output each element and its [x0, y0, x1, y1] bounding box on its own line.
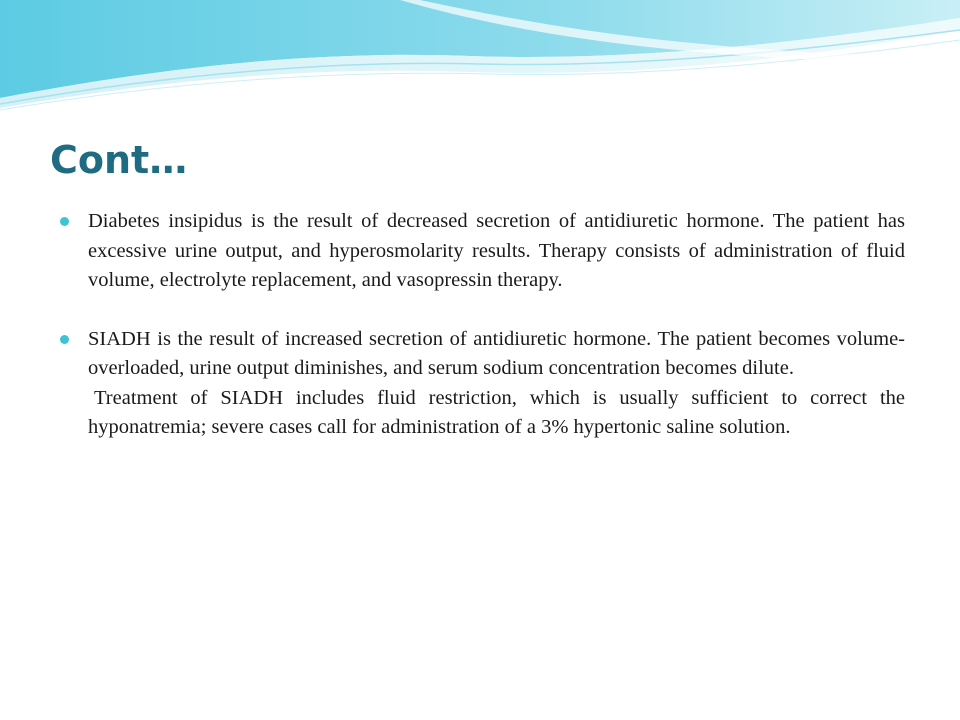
slide-body	[60, 207, 905, 443]
bullet-text: Diabetes insipidus is the result of decreased secretion of antidiuretic hormone. The patient has excessive urine output, and hyperosmolarity results. Therapy consists of administration of fluid volume, electrolyte replacement, and vasopressin therapy.	[88, 210, 905, 291]
header-wave-decoration	[0, 0, 960, 120]
bullet-dot-icon	[60, 217, 69, 226]
bullet-item-siadh	[60, 325, 905, 384]
paragraph-spacer	[60, 296, 905, 325]
slide-title: Cont…	[50, 138, 188, 182]
bullet-dot-icon	[60, 335, 69, 344]
bullet-text: SIADH is the result of increased secretion of antidiuretic hormone. The patient becomes volume-overloaded, urine output diminishes, and serum sodium concentration becomes dilute.	[88, 327, 905, 379]
bullet-item-diabetes-insipidus	[60, 207, 905, 296]
siadh-treatment-paragraph: Treatment of SIADH includes fluid restriction, which is usually sufficient to correct the hyponatremia; severe cases call for administration of a 3% hypertonic saline solution.	[88, 386, 905, 438]
